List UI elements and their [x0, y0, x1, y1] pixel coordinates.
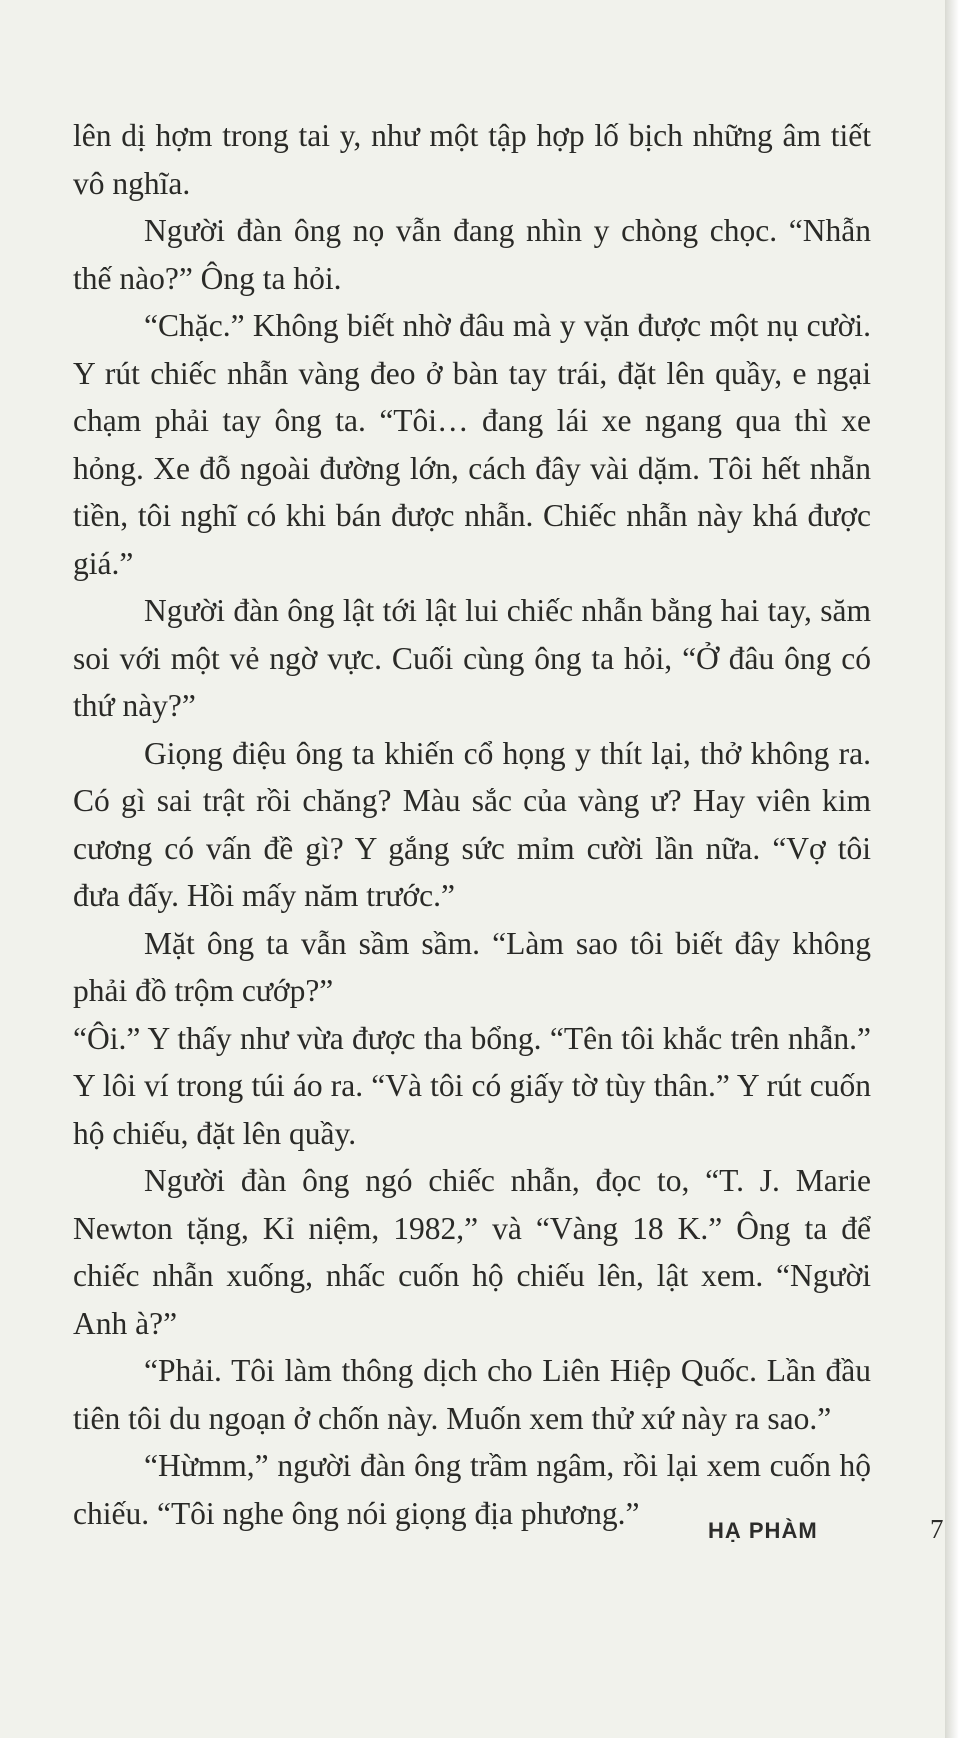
paragraph-2: Người đàn ông nọ vẫn đang nhìn y chòng chọc. “Nhẫn thế nào?” Ông ta hỏi.	[73, 213, 871, 296]
paragraph-4: Người đàn ông lật tới lật lui chiếc nhẫn bằng hai tay, săm soi với một vẻ ngờ vực. Cuối cùng ông ta hỏi, “Ở đâu ông có thứ này?”	[73, 593, 871, 723]
running-head: HẠ PHÀM	[708, 1518, 818, 1543]
paragraph-3: “Chặc.” Không biết nhờ đâu mà y vặn được một nụ cười. Y rút chiếc nhẫn vàng đeo ở bàn tay trái, đặt lên quầy, e ngại chạm phải tay ông ta. “Tôi… đang lái xe ngang qua thì xe hỏng. Xe đỗ ngoài đường lớn, cách đây vài dặm. Tôi hết nhẵn tiền, tôi nghĩ có khi bán được nhẫn. Chiếc nhẫn này khá được giá.”	[73, 308, 871, 581]
page-footer	[0, 1518, 945, 1558]
body-text	[73, 112, 871, 1537]
paragraph-9: “Phải. Tôi làm thông dịch cho Liên Hiệp Quốc. Lần đầu tiên tôi du ngoạn ở chốn này. Muốn xem thử xứ này ra sao.”	[73, 1353, 871, 1436]
paragraph-5: Giọng điệu ông ta khiến cổ họng y thít lại, thở không ra. Có gì sai trật rồi chăng? Màu sắc của vàng ư? Hay viên kim cương có vấn đề gì? Y gắng sức mỉm cười lần nữa. “Vợ tôi đưa đấy. Hồi mấy năm trước.”	[73, 735, 871, 913]
page-edge	[945, 0, 959, 1738]
page-number: 7	[930, 1514, 944, 1544]
paragraph-1: lên dị hợm trong tai y, như một tập hợp lố bịch những âm tiết vô nghĩa.	[73, 118, 871, 201]
paragraph-10: “Hừmm,” người đàn ông trầm ngâm, rồi lại xem cuốn hộ chiếu. “Tôi nghe ông nói giọng địa phương.”	[73, 1448, 871, 1531]
paragraph-8: Người đàn ông ngó chiếc nhẫn, đọc to, “T. J. Marie Newton tặng, Kỉ niệm, 1982,” và “Vàng 18 K.” Ông ta để chiếc nhẫn xuống, nhấc cuốn hộ chiếu lên, lật xem. “Người Anh à?”	[73, 1163, 871, 1341]
paragraph-7: “Ôi.” Y thấy như vừa được tha bổng. “Tên tôi khắc trên nhẫn.” Y lôi ví trong túi áo ra. “Và tôi có giấy tờ tùy thân.” Y rút cuốn hộ chiếu, đặt lên quầy.	[73, 1020, 871, 1151]
paragraph-6: Mặt ông ta vẫn sầm sầm. “Làm sao tôi biết đây không phải đồ trộm cướp?”	[73, 925, 871, 1008]
